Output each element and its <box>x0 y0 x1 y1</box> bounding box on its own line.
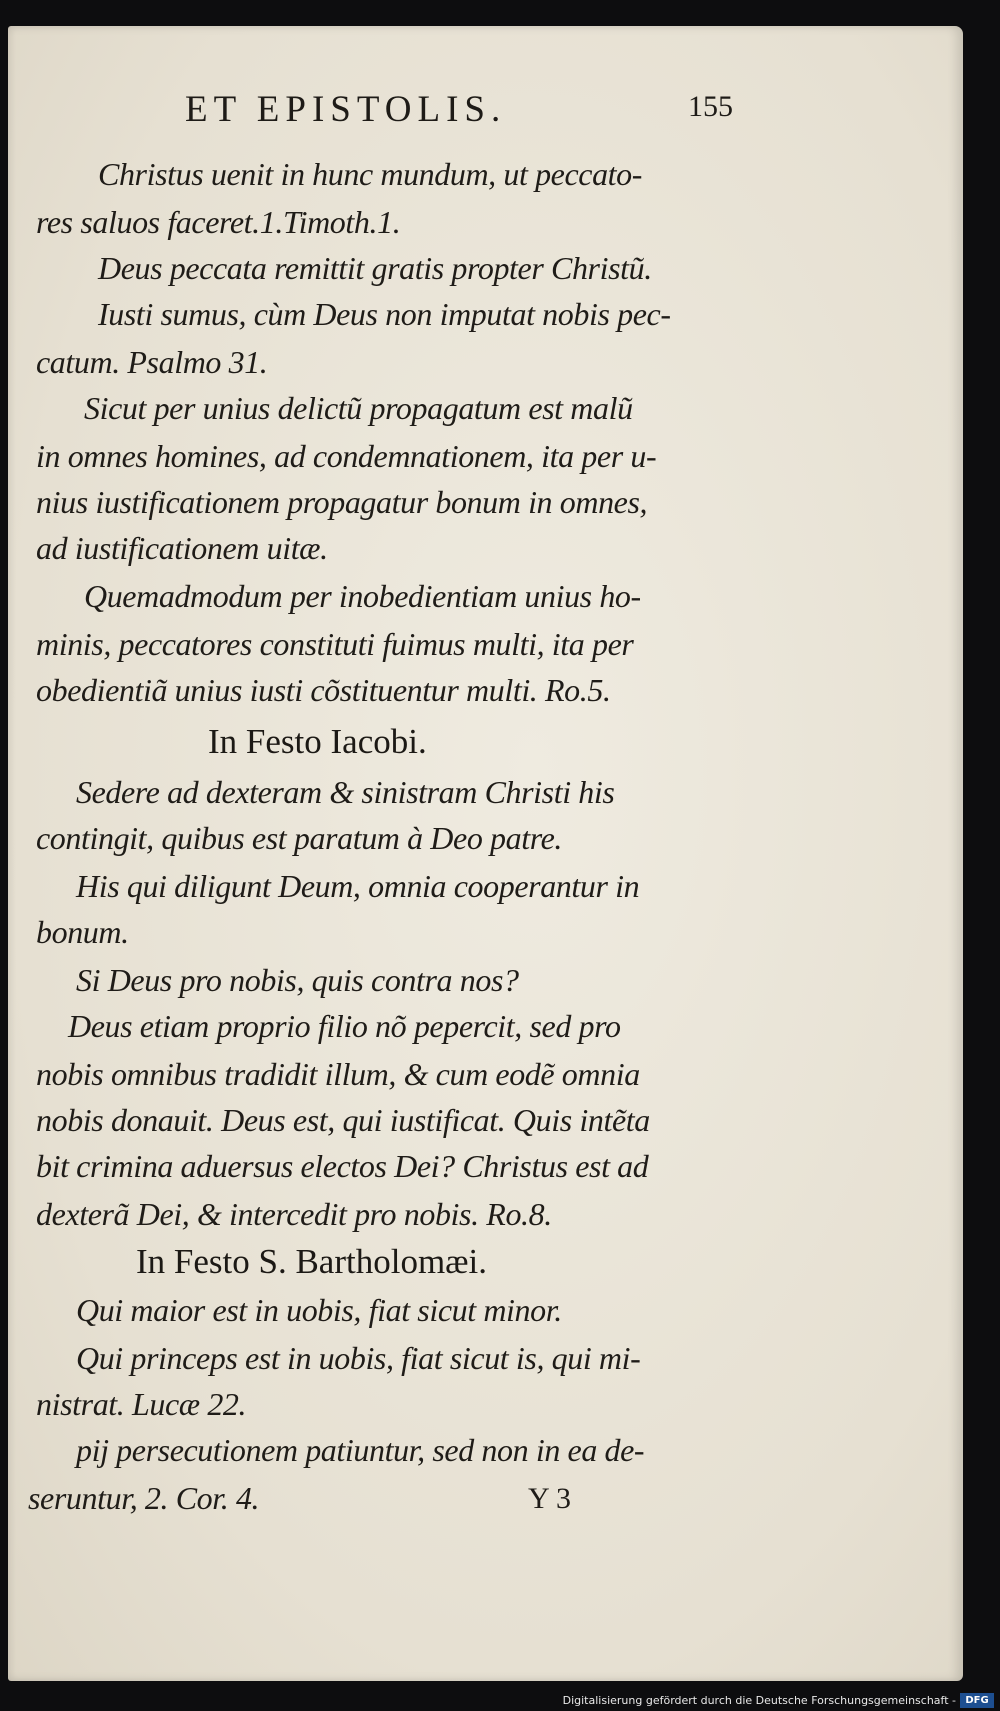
text-line: Qui maior est in uobis, fiat sicut minor. <box>76 1292 562 1328</box>
text-line: minis, peccatores constituti fuimus multi, ita per <box>36 626 634 662</box>
text-line: contingit, quibus est paratum à Deo patre. <box>36 820 562 856</box>
text-line: pij persecutionem patiuntur, sed non in ea de- <box>76 1432 645 1468</box>
text-line: Sedere ad dexteram & sinistram Christi his <box>76 774 615 810</box>
page-header <box>170 80 770 150</box>
text-line: nobis donauit. Deus est, qui iustificat. Quis intẽta <box>36 1102 650 1138</box>
text-line: Sicut per unius delictũ propagatum est malũ <box>84 390 633 426</box>
section-heading-iacobi: In Festo Iacobi. <box>208 722 427 761</box>
running-head: ET EPISTOLIS. <box>185 89 507 130</box>
text-line: His qui diligunt Deum, omnia cooperantur in <box>76 868 640 904</box>
text-line: dexterã Dei, & intercedit pro nobis. Ro.8. <box>36 1196 552 1232</box>
text-line: Deus etiam proprio filio nõ pepercit, sed pro <box>68 1008 621 1044</box>
page-number: 155 <box>688 90 733 123</box>
text-line: Qui princeps est in uobis, fiat sicut is, qui mi- <box>76 1340 641 1376</box>
text-line: in omnes homines, ad condemnationem, ita per u- <box>36 438 657 474</box>
text-line: res saluos faceret.1.Timoth.1. <box>36 204 401 240</box>
text-line: Christus uenit in hunc mundum, ut peccato- <box>98 156 643 192</box>
text-line: Quemadmodum per inobedientiam unius ho- <box>84 578 641 614</box>
text-line: obedientiã unius iusti cõstituentur multi. Ro.5. <box>36 672 611 708</box>
text-line: Iusti sumus, cùm Deus non imputat nobis pec- <box>98 296 671 332</box>
text-line: nobis omnibus tradidit illum, & cum eodẽ omnia <box>36 1056 640 1092</box>
section-heading-bartholomaei: In Festo S. Bartholomæi. <box>136 1242 487 1281</box>
text-line: nistrat. Lucæ 22. <box>36 1386 247 1422</box>
digitization-credit: Digitalisierung gefördert durch die Deutsche Forschungsgemeinschaft - <box>562 1694 956 1707</box>
text-line: catum. Psalmo 31. <box>36 344 268 380</box>
text-line: Deus peccata remittit gratis propter Christũ. <box>98 250 652 286</box>
signature-mark: Y 3 <box>528 1482 572 1515</box>
text-line: bonum. <box>36 914 129 950</box>
dfg-logo: DFG <box>960 1693 994 1708</box>
text-line: nius iustificationem propagatur bonum in omnes, <box>36 484 648 520</box>
text-line: bit crimina aduersus electos Dei? Christus est ad <box>36 1148 649 1184</box>
text-line: seruntur, 2. Cor. 4. <box>28 1480 260 1516</box>
text-line: Si Deus pro nobis, quis contra nos? <box>76 962 519 998</box>
text-line: ad iustificationem uitæ. <box>36 530 328 566</box>
